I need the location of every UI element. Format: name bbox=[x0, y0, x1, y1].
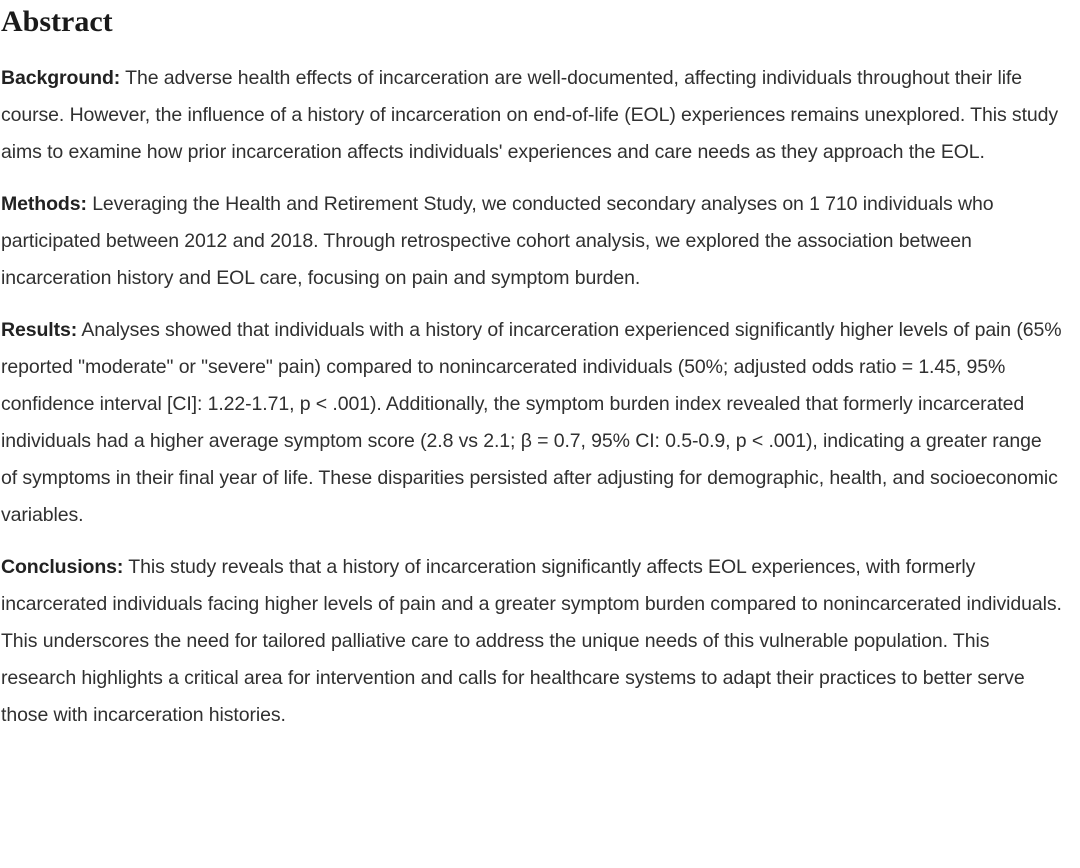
conclusions-text: This study reveals that a history of incarceration significantly affects EOL experiences, with formerly incarcerated individuals facing higher levels of pain and a greater symptom burden compared to nonincarcerated individuals. This underscores the need for tailored palliative care to address the unique needs of this vulnerable population. This research highlights a critical area for intervention and calls for healthcare systems to adapt their practices to better serve those with incarceration histories. bbox=[1, 556, 1062, 726]
methods-label: Methods: bbox=[1, 193, 87, 215]
abstract-heading: Abstract bbox=[1, 5, 113, 38]
conclusions-label: Conclusions: bbox=[1, 556, 124, 578]
background-text: The adverse health effects of incarceration are well-documented, affecting individuals throughout their life course. However, the influence of a history of incarceration on end-of-life (EOL) experiences remains unexplored. This study aims to examine how prior incarceration affects individuals' experiences and care needs as they approach the EOL. bbox=[1, 67, 1059, 163]
results-label: Results: bbox=[1, 319, 78, 341]
background-label: Background: bbox=[1, 67, 121, 89]
abstract-paragraph-background bbox=[1, 60, 1062, 171]
abstract-paragraph-conclusions bbox=[1, 549, 1062, 734]
results-text: Analyses showed that individuals with a history of incarceration experienced significantly higher levels of pain (65% reported "moderate" or "severe" pain) compared to nonincarcerated individuals (50%; adjusted odds ratio = 1.45, 95% confidence interval [CI]: 1.22-1.71, p < .001). Additionally, the symptom burden index revealed that formerly incarcerated individuals had a higher average symptom score (2.8 vs 2.1; β = 0.7, 95% CI: 0.5-0.9, p < .001), indicating a greater range of symptoms in their final year of life. These disparities persisted after adjusting for demographic, health, and socioeconomic variables. bbox=[1, 319, 1062, 526]
abstract-paragraph-results bbox=[1, 312, 1062, 534]
abstract-paragraph-methods bbox=[1, 186, 1062, 297]
methods-text: Leveraging the Health and Retirement Study, we conducted secondary analyses on 1 710 individuals who participated between 2012 and 2018. Through retrospective cohort analysis, we explored the association between incarceration history and EOL care, focusing on pain and symptom burden. bbox=[1, 193, 994, 289]
